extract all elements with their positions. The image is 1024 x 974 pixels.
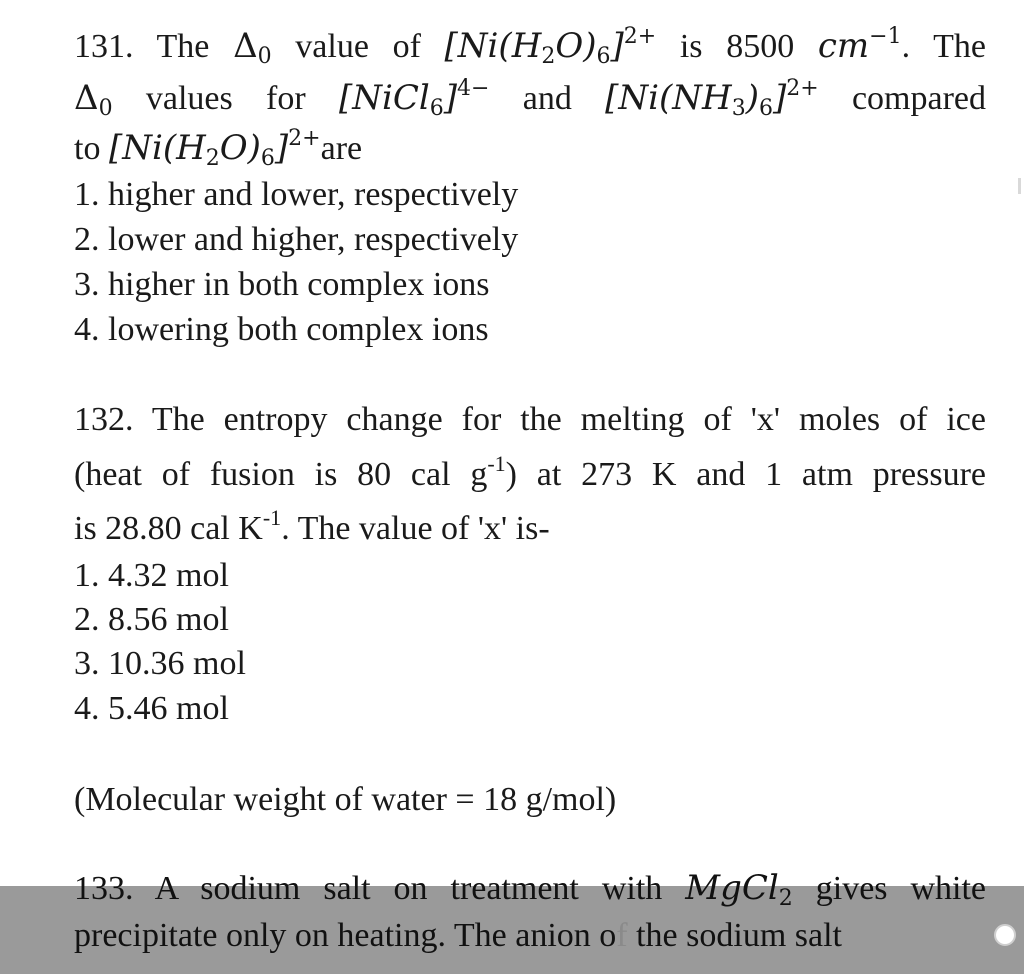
q131-line-2: $\Delta_0$ values for [NiCl$_6$]$^{4-}$ and $[Ni(NH_3)_6]^{2+}$ compared bbox=[74, 76, 987, 121]
q131-line-1: 131. The $\Delta_0$ value of $[Ni(H_2O)_6]^{2+}$ is 8500 $cm^{-1}$. The bbox=[74, 24, 986, 69]
q132-option-4: 4. 5.46 mol bbox=[74, 690, 229, 727]
q132-line-3: is 28.80 cal $K^{-1}$. The value of 'x' is- bbox=[74, 505, 550, 547]
q131-option-4: 4. lowering both complex ions bbox=[74, 311, 489, 348]
q133-line-1: 133. A sodium salt on treatment with MgCl$_2$ gives white bbox=[74, 868, 987, 911]
q131-option-2: 2. lower and higher, respectively bbox=[74, 221, 519, 258]
q132-note: (Molecular weight of water = 18 g/mol) bbox=[74, 781, 617, 818]
q132-option-2: 2. 8.56 mol bbox=[74, 601, 229, 638]
scroll-edge-mark bbox=[1018, 178, 1021, 194]
q131-option-3: 3. higher in both complex ions bbox=[74, 266, 490, 303]
q131-line-3: to $[Ni(H_2O)_6]^{2+}are$ bbox=[74, 126, 363, 171]
q132-line-2: (heat of fusion is 80 cal $g^{-1}$) at 273 K and 1 atm pressure bbox=[74, 451, 987, 493]
page-indicator-dot[interactable] bbox=[994, 924, 1016, 946]
q131-option-1: 1. higher and lower, respectively bbox=[74, 176, 519, 213]
q132-option-3: 3. 10.36 mol bbox=[74, 645, 246, 682]
q132-line-1: 132. The entropy change for the melting of 'x' moles of ice bbox=[74, 401, 986, 438]
q133-line-2: precipitate only on heating. The anion of the sodium salt bbox=[74, 917, 842, 954]
q132-option-1: 1. 4.32 mol bbox=[74, 557, 229, 594]
